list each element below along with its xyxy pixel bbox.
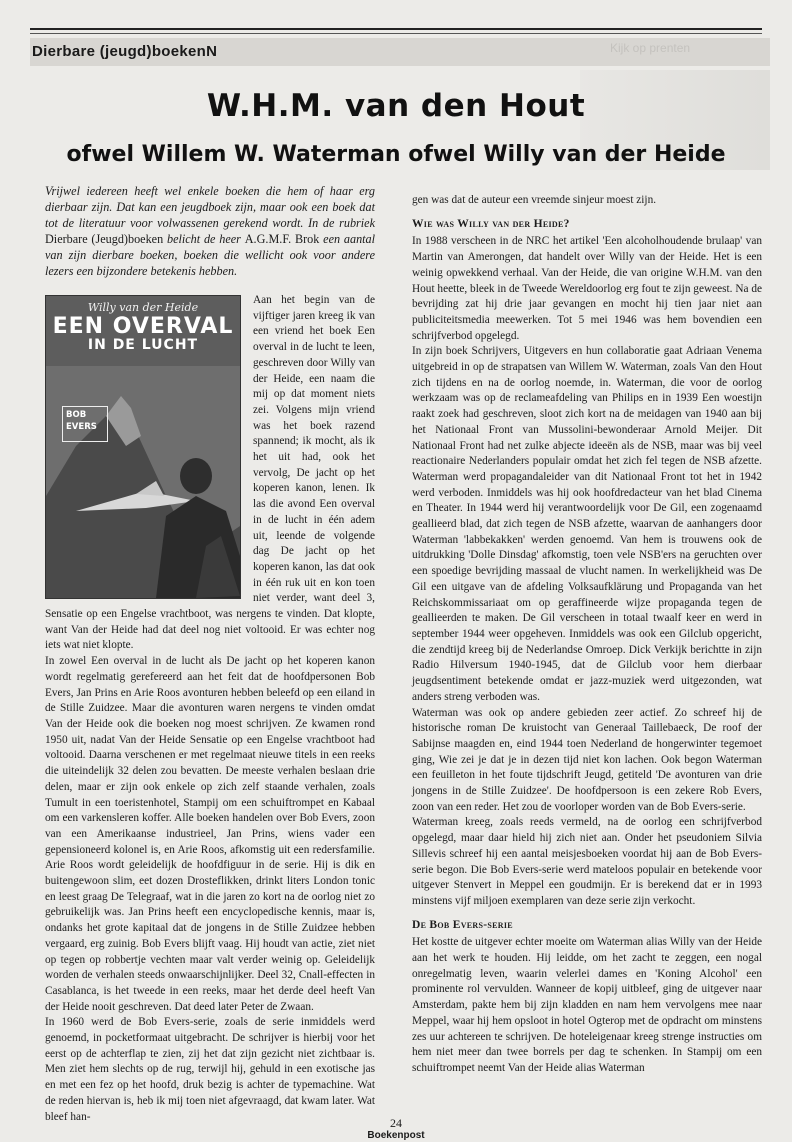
body-paragraph-3: In 1960 werd de Bob Evers-serie, zoals de serie inmiddels werd genoemd, in pocketformaat uitgebracht. De schrijver is hierbij voor het eerst op de achterflap te zien, zij het dat zijn gezicht niet zichtbaar is. Men ziet hem slechts op de rug, terwijl hij, gehuld in een exotische jas en met een fez op het hoofd, druk bezig is achter de typemachine. Wat de reden hiervan is, heb ik mij toen niet afgevraagd, dat kwam later. Wat bleef han- — [45, 1016, 375, 1123]
body-paragraph-6: Waterman was ook op andere gebieden zeer actief. Zo schreef hij de historische roman De kruistocht van Generaal Taillebaeck, De roof der Sabijnse maagden en, eind 1944 toen Nederland de hongerwinter tegemoet ging, Wie zei je dat je in dezen tijd niet kon lachen. Ook begon Waterman een feuilleton in het foute tijdschrift Jeugd, getiteld 'De avonturen van drie jongens in de Stille Zuidzee'. De hoofdpersoon is een zekere Rob Evers, zoon van een reder. Het zou de voorloper worden van de Bob Evers-serie. — [412, 706, 762, 813]
intro-rubric: Dierbare (Jeugd)boeken — [45, 232, 164, 246]
intro-author: A.G.M.F. Brok — [244, 232, 320, 246]
article-subtitle: ofwel Willem W. Waterman ofwel Willy van der Heide — [66, 142, 726, 167]
cover-series-badge: BOB EVERS — [62, 406, 108, 442]
right-column — [412, 193, 762, 1077]
body-paragraph-7: Waterman kreeg, zoals reeds vermeld, na de oorlog een schrijfverbod opgelegd, maar daar hield hij zich niet aan. Onder het pseudoniem Silvia Sillevis schreef hij een aantal meisjesboeken voordat hij aan de Bob Evers-serie begon. Die Bob Evers-serie werd mateloos populair en betekende voor uitgever Stenvert in Meppel een goudmijn. Er is berekend dat er in 1993 minstens vijf miljoen exemplaren van deze serie zijn verkocht. — [412, 816, 762, 907]
publication-name: Boekenpost — [367, 1130, 425, 1141]
intro-text-2: belicht de heer — [167, 232, 241, 246]
intro-text-1: Vrijwel iedereen heeft wel enkele boeken die hem of haar erg dierbaar zijn. Dat kan een jeugdboek zijn, maar ook een boek dat tot de literatuur voor volwassenen gerekend wordt. In de rubriek — [45, 184, 375, 230]
intro-text-3: een aantal van zijn dierbare boeken, boeken die wellicht ook voor andere lezers een bijzondere betekenis hebben. — [45, 232, 376, 278]
body-paragraph-8: Het kostte de uitgever echter moeite om Waterman alias Willy van der Heide aan het werk te houden. Hij leidde, om het zacht te zeggen, een nogal onregelmatig leven, waarin velerlei dames en 'Koning Alcohol' een prominente rol vervulden. Wanneer de kopij uitbleef, ging de uitgever naar Amsterdam, pakte hem bij zijn kladden en nam hem vervolgens mee naar Meppel, waar hij hem opsloot in hotel Ogterop met de opdracht om minstens zes uur achtereen te schrijven. De hoteleigenaar kreeg strenge instructies om hem niet meer dan twee borrels per dag te schenken. In Stampij om een schuiftrompet neemt Van der Heide alias Waterman — [412, 936, 762, 1074]
subheading-series: De Bob Evers-serie — [412, 918, 513, 931]
article-title: W.H.M. van den Hout — [206, 88, 586, 124]
cover-title-2: IN DE LUCHT — [87, 337, 199, 353]
bleed-through-tag: Kijk op prenten — [610, 41, 691, 55]
top-rule — [30, 28, 762, 30]
subheading-who: Wie was Willy van der Heide? — [412, 217, 570, 230]
body-paragraph-1: Aan het begin van de vijftiger jaren kreeg ik van een vriend het boek Een overval in de lucht te leen, geschreven door Willy van der Heide, een naam die mij op dat moment niets zei. Volgens mijn vriend was het boek razend spannend; ik mocht, als ik het uit had, ook het vervolg, De jacht op het koperen kanon, lenen. Ik las die avond Een overval in de lucht in één adem uit, leende de volgende dag De jacht op het koperen kanon, las dat ook in één ruk uit en kon toen niet verder, want deel 3, Sensatie op een Engelse vrachtboot, was nergens te vinden. Dat klopte, want Van der Heide had dat deel nog niet voltooid. Er was echter nog iets wat niet klopte. — [45, 294, 375, 652]
cover-author: Willy van der Heide — [87, 301, 199, 314]
book-cover-image — [45, 295, 241, 599]
body-paragraph-4: In 1988 verscheen in de NRC het artikel 'Een alcoholhoudende brulaap' van Martin van Amerongen, dat handelt over Willy van der Heide. Het is een weinig opwekkend verhaal. Van der Heide, die van origine W.H.M. van den Hout heette, bleek in de Tweede Wereldoorlog erg fout te zijn geweest. Na de bevrijding zat hij drie jaar gevangen en mocht hij tien jaar niet aan publiciteitsmedia meewerken. Tot 5 mei 1946 was hem bovendien een schrijfverbod opgelegd. — [412, 235, 762, 342]
left-column — [45, 183, 375, 1125]
body-paragraph-5: In zijn boek Schrijvers, Uitgevers en hun collaboratie gaat Adriaan Venema uitgebreid in op de strapatsen van Willem W. Waterman, zoals Van den Hout zich tijdens en na de oorlog noemde, in. Waterman, die voor de oorlog werkzaam was op de reclameafdeling van Philips en in 1939 Een woestijn raakt zoek had geschreven, sloot zich kort na de meidagen van 1940 aan bij het Nationaal Front van Mussolini-bewonderaar Arnold Meijer. Dit Nationaal Front had net zulke abjecte ideeën als de NSB, maar was bij veel reactionaire Nederlanders populair omdat het zich fel tegen de NSB afzette. Waterman werd propagandaleider van dit Nationaal Front tot het in 1942 werd verboden. Inmiddels was hij ook hoofdredacteur van het blad Cinema en Theater. In 1944 werd hij verantwoordelijk voor De Gil, een zogenaamd geallieerd blad, dat zich tegen de NSB afzette, waarvan de aanhangers door Waterman 'labbekakken' werden genoemd. Van hem is trouwens ook de uitdrukking 'Dolle Dinsdag' afkomstig, toen vele NSB'ers na geruchten over een spoedige bevrijding massaal de vlucht namen. In werkelijkheid was De Gil een uitgave van de afdeling Volksaufklärung und Propaganda van het Reichskommissariaat om op geraffineerde wijze propaganda tegen de geallieerden te maken. De Gil verscheen in totaal twaalf keer en werd in september 1944 weer opgeheven. Inmiddels was ook een Gilclub opgericht, die zendtijd kreeg bij de Nederlandse Omroep. Dick Verkijk berichtte in zijn Radio Hilversum 1940-1945, dat de Gilclub voor hem dierbaar jeugdsentiment betekende omdat er jazz-muziek werd uitgezonden, wat anders streng verboden was. — [412, 345, 762, 703]
body-paragraph-continued: gen was dat de auteur een vreemde sinjeur moest zijn. — [412, 194, 657, 206]
cover-title: EEN OVERVAL — [52, 314, 234, 339]
top-rule-thin — [30, 33, 762, 34]
intro-paragraph — [45, 183, 375, 279]
section-title: Dierbare (jeugd)boekenN — [32, 43, 218, 60]
page-number: 24 — [390, 1116, 402, 1130]
body-paragraph-2: In zowel Een overval in de lucht als De jacht op het koperen kanon wordt regelmatig gerefereerd aan het feit dat de hoofdpersonen Bob Evers, Jan Prins en Arie Roos avonturen hebben beleefd op een eiland in de Stille Zuidzee. Maar die avonturen waren nergens te vinden omdat Van der Heide ook die boeken nog moest schrijven. Ze kwamen rond 1950 uit, nadat Van der Heide Sensatie op een Engelse vrachtboot had voltooid. Daarna verschenen er met regelmaat nieuwe titels in een reeks die uiteindelijk 32 delen zou bevatten. De meeste verhalen beslaan drie delen, maar er zijn ook enkele op zich zelf staande verhalen, zoals Tumult in een toeristenhotel, Stampij om een schuiftrompet en Kabaal om een varkensleren koffer. Alle boeken handelen over Bob Evers, zoon van een Amerikaanse industrieel, Jan Prins, wiens vader een gepensioneerd kolonel is, en Arie Roos, afkomstig uit een redersfamilie. Arie Roos wordt geleidelijk de hoofdfiguur in de serie. Hij is dik en buitengewoon slim, eet dozen Drosteflikken, drinkt liters London tonic en leest graag De Telegraaf, wat in die jaren zo kort na de oorlog niet zo gebruikelijk was. Jan Prins heeft een encyclopedische kennis, maar is, ondanks het grote kapitaal dat de jongens in de Stille Zuidzee hebben vergaard, erg zuinig. Bob Evers blijft vaag. Hij houdt van actie, ziet niet op tegen op robbertje vechten maar valt verder weinig op. Geleidelijk worden de verhalen steeds onwaarschijnlijker. Deel 32, Cnall-effecten in Casablanca, is het tweede in een reeks, maar het derde deel heeft Van der Heide nooit geschreven. Dat deed later Peter de Zwaan. — [45, 655, 375, 1013]
